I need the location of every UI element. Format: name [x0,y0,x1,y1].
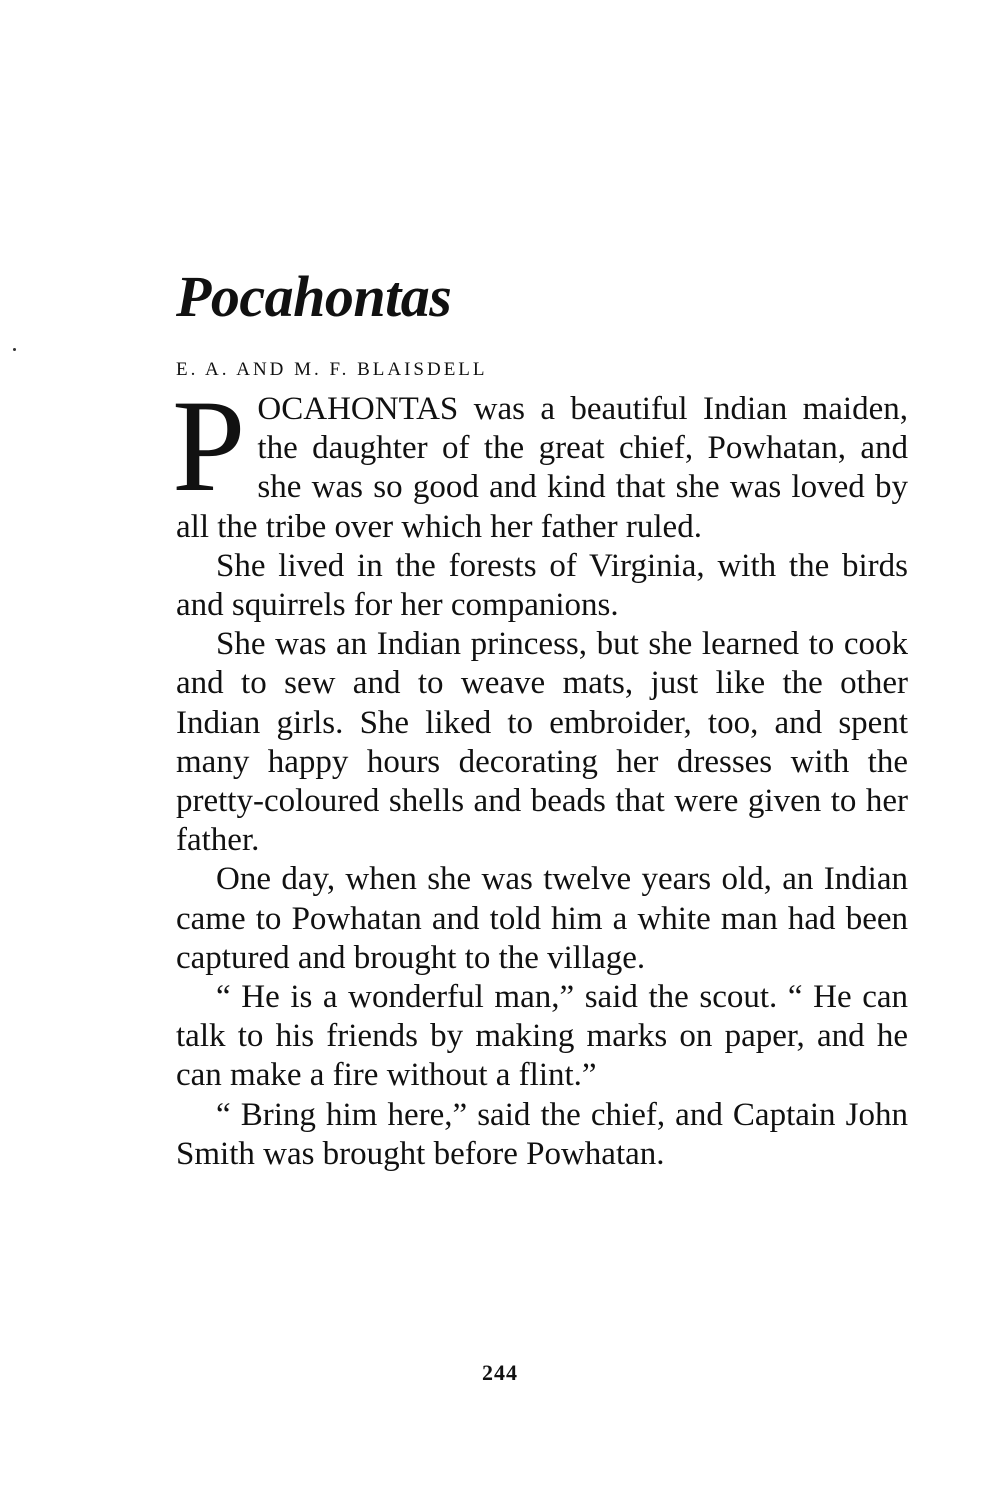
paragraph-4: One day, when she was twelve years old, an Indian came to Powhatan and told him a white man had been captured and brought to the village. [176,861,908,976]
page-number: 244 [482,1360,518,1385]
paragraph-2: She lived in the forests of Virginia, with the birds and squirrels for her companions. [176,547,908,624]
paragraph-5: “ He is a wonderful man,” said the scout. “ He can talk to his friends by making marks on paper, and he can make a fire without a flint.” [176,979,908,1094]
author-byline: E. A. AND M. F. BLAISDELL [176,359,488,380]
page-content [172,262,908,1174]
margin-speck [13,348,16,351]
story-title: Pocahontas [176,264,452,329]
paragraph-1-text: OCAHONTAS was a beautiful Indian maiden, the daughter of the great chief, Powhatan, and she was so good and kind that she was loved by all the tribe over which her father ruled. [176,391,908,545]
paragraph-6: “ Bring him here,” said the chief, and Captain John Smith was brought before Powhatan. [176,1096,908,1172]
drop-cap-letter: P [172,372,246,519]
paragraph-3: She was an Indian princess, but she learned to cook and to sew and to weave mats, just like the other Indian girls. She liked to embroider, too, and spent many happy hours decorating her dresses with the pretty-coloured shells and beads that were given to her father. [176,626,908,859]
paragraph-1 [172,372,908,547]
story-body [172,372,908,1174]
